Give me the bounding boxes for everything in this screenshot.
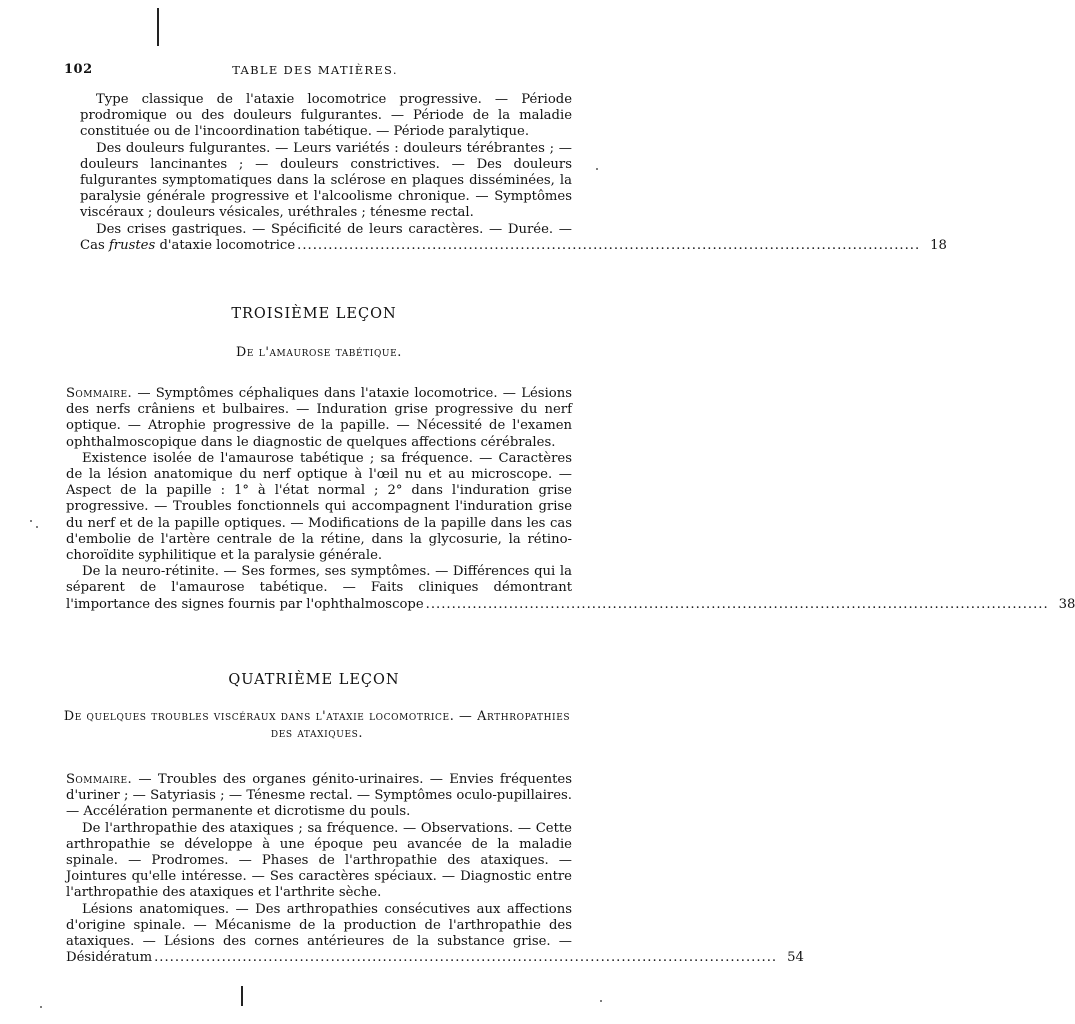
paper-speck <box>30 520 32 522</box>
toc-page-number: 38 <box>1058 596 1075 612</box>
lecon4-title: QUATRIÈME LEÇON <box>228 672 400 688</box>
toc-entry-line <box>66 596 1075 613</box>
page-header <box>62 62 568 80</box>
page-number: 102 <box>64 62 93 77</box>
intro-paragraph-1: Type classique de l'ataxie locomotrice progressive. — Période prodromique ou des douleurs fulgurantes. — Période de la maladie constituée ou de l'incoordination tabétique. — Période paralytique. <box>80 92 572 140</box>
toc-entry-text: l'importance des signes fournis par l'ophthalmoscope <box>66 596 424 612</box>
toc-entry-line <box>80 237 947 254</box>
paper-speck <box>600 1000 602 1002</box>
lecon3-subtitle: De l'amaurose tabétique. <box>236 345 402 360</box>
paper-speck <box>36 526 38 528</box>
toc-page-number: 18 <box>930 237 947 253</box>
lecon3-paragraph-2: Existence isolée de l'amaurose tabétique ; sa fréquence. — Caractères de la lésion anatomique du nerf optique à l'œil nu et au microscope. — Aspect de la papille : 1° à l'état normal ; 2° dans l'induration grise progressive. — Troubles fonctionnels qui accompagnent l'induration grise du nerf et de la papille optiques. — Modifications de la papille dans les cas d'embolie de l'artère centrale de la rétine, dans la glycosurie, la rétino-choroïdite syphilitique et la paralysie générale. <box>66 450 572 564</box>
binding-mark <box>241 986 243 1006</box>
sommaire-label: Sommaire. <box>66 386 133 401</box>
intro-paragraph-2: Des douleurs fulgurantes. — Leurs variétés : douleurs térébrantes ; — douleurs lancinantes ; — douleurs constrictives. — Des douleurs fulgurantes symptomatiques dans la sclérose en plaques disséminées, la paralysie générale progressive et l'alcoolisme chronique. — Symptômes viscéraux ; douleurs vésicales, uréthrales ; ténesme rectal. <box>80 140 572 221</box>
paper-speck <box>596 168 598 170</box>
lecon4-subtitle: De quelques troubles viscéraux dans l'ataxie locomotrice. — Arthropathies des ataxiques. <box>63 709 571 741</box>
intro-section <box>80 92 947 254</box>
toc-entry-text: Cas frustes d'ataxie locomotrice <box>80 237 296 253</box>
binding-mark <box>157 8 159 46</box>
lecon3-sommaire-paragraph: Sommaire. — Symptômes céphaliques dans l'ataxie locomotrice. — Lésions des nerfs crâniens et bulbaires. — Induration grise progressive du nerf optique. — Atrophie progressive de la papille. — Nécessité de l'examen ophthalmoscopique dans le diagnostic de quelques affections cérébrales. <box>66 386 572 450</box>
lecon4-paragraph-2: De l'arthropathie des ataxiques ; sa fréquence. — Observations. — Cette arthropathie se développe à une époque peu avancée de la maladie spinale. — Prodromes. — Phases de l'arthropathie des ataxiques. — Jointures qu'elle intéresse. — Ses caractères spéciaux. — Diagnostic entre l'arthropathie des ataxiques et l'arthrite sèche. <box>66 820 572 901</box>
toc-entry-line <box>66 950 804 966</box>
lecon4-summary <box>66 772 804 966</box>
intro-paragraph-3: Des crises gastriques. — Spécificité de leurs caractères. — Durée. — <box>96 221 572 237</box>
toc-page-number: 54 <box>787 950 804 966</box>
lecon3-title: TROISIÈME LEÇON <box>231 306 397 322</box>
sommaire-label: Sommaire. <box>66 772 133 787</box>
lecon3-summary <box>66 386 1075 613</box>
lecon4-sommaire-paragraph: Sommaire. — Troubles des organes génito-urinaires. — Envies fréquentes d'uriner ; — Satyriasis ; — Ténesme rectal. — Symptômes oculo-pupillaires. — Accélération permanente et dicrotisme du pouls. <box>66 772 572 820</box>
paper-speck <box>40 1006 42 1008</box>
running-title: TABLE DES MATIÈRES. <box>232 63 398 77</box>
lecon3-paragraph-3: De la neuro-rétinite. — Ses formes, ses symptômes. — Différences qui la séparent de l'amaurose tabétique. — Faits cliniques démontrant <box>66 564 572 596</box>
dot-leader: ........................................................................................................................ <box>154 950 778 966</box>
lecon4-paragraph-3: Lésions anatomiques. — Des arthropathies consécutives aux affections d'origine spinale. — Mécanisme de la production de l'arthropathie des ataxiques. — Lésions des cornes antérieures de la substance grise. — <box>66 901 572 950</box>
dot-leader: ........................................................................................................................ <box>297 237 921 253</box>
toc-entry-text: Désidératum <box>66 950 153 966</box>
dot-leader: ........................................................................................................................ <box>425 596 1049 612</box>
